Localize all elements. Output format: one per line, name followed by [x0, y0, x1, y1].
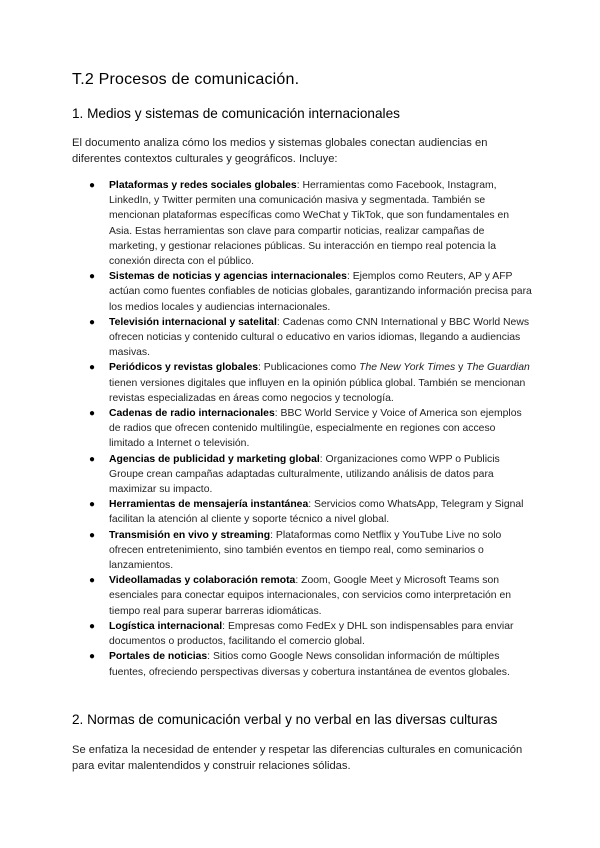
list-item — [72, 315, 532, 361]
bullet-icon: ● — [89, 453, 96, 465]
section-heading-1: 1. Medios y sistemas de comunicación internacionales — [72, 106, 400, 121]
list-item — [72, 497, 532, 527]
list-item-text: : Herramientas como Facebook, Instagram, LinkedIn, y Twitter permiten una comunicación masiva y segmentada. También se mencionan plataformas específicas como WeChat y TikTok, que son fundamentales en Asia. Estas herramientas son clave para compartir noticias, realizar campañas de marketing, y gestionar relaciones públicas. Su interacción en tiempo real potencia la conexión directa con el público. — [109, 180, 510, 268]
list-item — [72, 269, 532, 315]
list-item-term: Agencias de publicidad y marketing global — [109, 453, 320, 465]
list-item-term: Transmisión en vivo y streaming — [109, 529, 271, 541]
list-item — [72, 452, 532, 498]
list-item-term: Herramientas de mensajería instantánea — [109, 499, 309, 511]
list-item — [72, 573, 532, 619]
list-item-text: : Empresas como FedEx y DHL son indispensables para enviar documentos o productos, facilitando el comercio global. — [109, 620, 514, 648]
bullet-icon: ● — [89, 620, 96, 632]
list-item-term: Logística internacional — [109, 620, 223, 632]
bullet-icon: ● — [89, 180, 96, 191]
list-item-text: : Zoom, Google Meet y Microsoft Teams son esenciales para conectar equipos internacionales, con servicios como interpretación en tiempo real para superar barreras idiomáticas. — [109, 575, 511, 617]
list-item — [72, 406, 532, 452]
list-item — [72, 360, 532, 406]
bullet-icon: ● — [89, 499, 96, 511]
list-item-text: : Ejemplos como Reuters, AP y AFP actúan como fuentes confiables de noticias globales, garantizando información precisa para los medios locales y audiencias internacionales. — [109, 271, 532, 313]
section-heading-2: 2. Normas de comunicación verbal y no verbal en las diversas culturas — [72, 712, 498, 727]
publication-title: The Guardian — [466, 362, 530, 374]
publication-title: The New York Times — [359, 362, 456, 374]
list-item-text: : Organizaciones como WPP o Publicis Groupe crean campañas adaptadas culturalmente, utilizando análisis de datos para maximizar su impacto. — [109, 453, 500, 496]
list-item-term: Periódicos y revistas globales — [109, 362, 259, 374]
list-item-text: : Servicios como WhatsApp, Telegram y Signal facilitan la atención al cliente y soporte técnico a nivel global. — [109, 499, 524, 526]
list-item-text: tienen versiones digitales que influyen en la opinión pública global. También se mencionan revistas especializadas en áreas como negocios y tecnología. — [109, 377, 526, 404]
list-item-term: Televisión internacional y satelital — [109, 316, 277, 328]
list-item — [72, 178, 532, 269]
list-item-text: : BBC World Service y Voice of America son ejemplos de radios que ofrecen contenido multilingüe, especialmente en regiones con acceso limitado a Internet o televisión. — [109, 408, 522, 450]
section-2-intro: Se enfatiza la necesidad de entender y respetar las diferencias culturales en comunicación para evitar malentendidos y construir relaciones sólidas. — [72, 744, 523, 772]
list-item-text: : Sitios como Google News consolidan información de múltiples fuentes, ofreciendo perspectivas diversas y cobertura instantánea de eventos globales. — [109, 651, 510, 678]
list-item-text: y — [455, 362, 467, 374]
list-item — [72, 619, 532, 649]
list-item-term: Cadenas de radio internacionales — [109, 408, 275, 420]
media-systems-list — [72, 178, 532, 680]
list-item-text: : Publicaciones como — [258, 362, 360, 374]
list-item-text: : Plataformas como Netflix y YouTube Live no solo ofrecen entretenimiento, sino también eventos en tiempo real, como seminarios o lanzamientos. — [109, 529, 502, 572]
document-title: T.2 Procesos de comunicación. — [72, 71, 300, 88]
list-item — [72, 649, 532, 679]
list-item-term: Plataformas y redes sociales globales — [109, 180, 297, 191]
bullet-icon: ● — [89, 651, 96, 663]
bullet-icon: ● — [89, 362, 96, 374]
bullet-icon: ● — [89, 271, 96, 283]
list-item — [72, 528, 532, 574]
list-item-term: Portales de noticias — [109, 651, 208, 663]
list-item-term: Videollamadas y colaboración remota — [109, 575, 296, 587]
bullet-icon: ● — [89, 529, 96, 541]
list-item-text: : Cadenas como CNN International y BBC World News ofrecen noticias y contenido cultural o educativo en varios idiomas, llegando a audiencias masivas. — [109, 316, 530, 359]
list-item-term: Sistemas de noticias y agencias internacionales — [109, 271, 347, 283]
bullet-icon: ● — [89, 316, 96, 328]
bullet-icon: ● — [89, 575, 96, 587]
bullet-icon: ● — [89, 408, 96, 420]
section-1-intro: El documento analiza cómo los medios y sistemas globales conectan audiencias en diferentes contextos culturales y geográficos. Incluye: — [72, 137, 488, 165]
